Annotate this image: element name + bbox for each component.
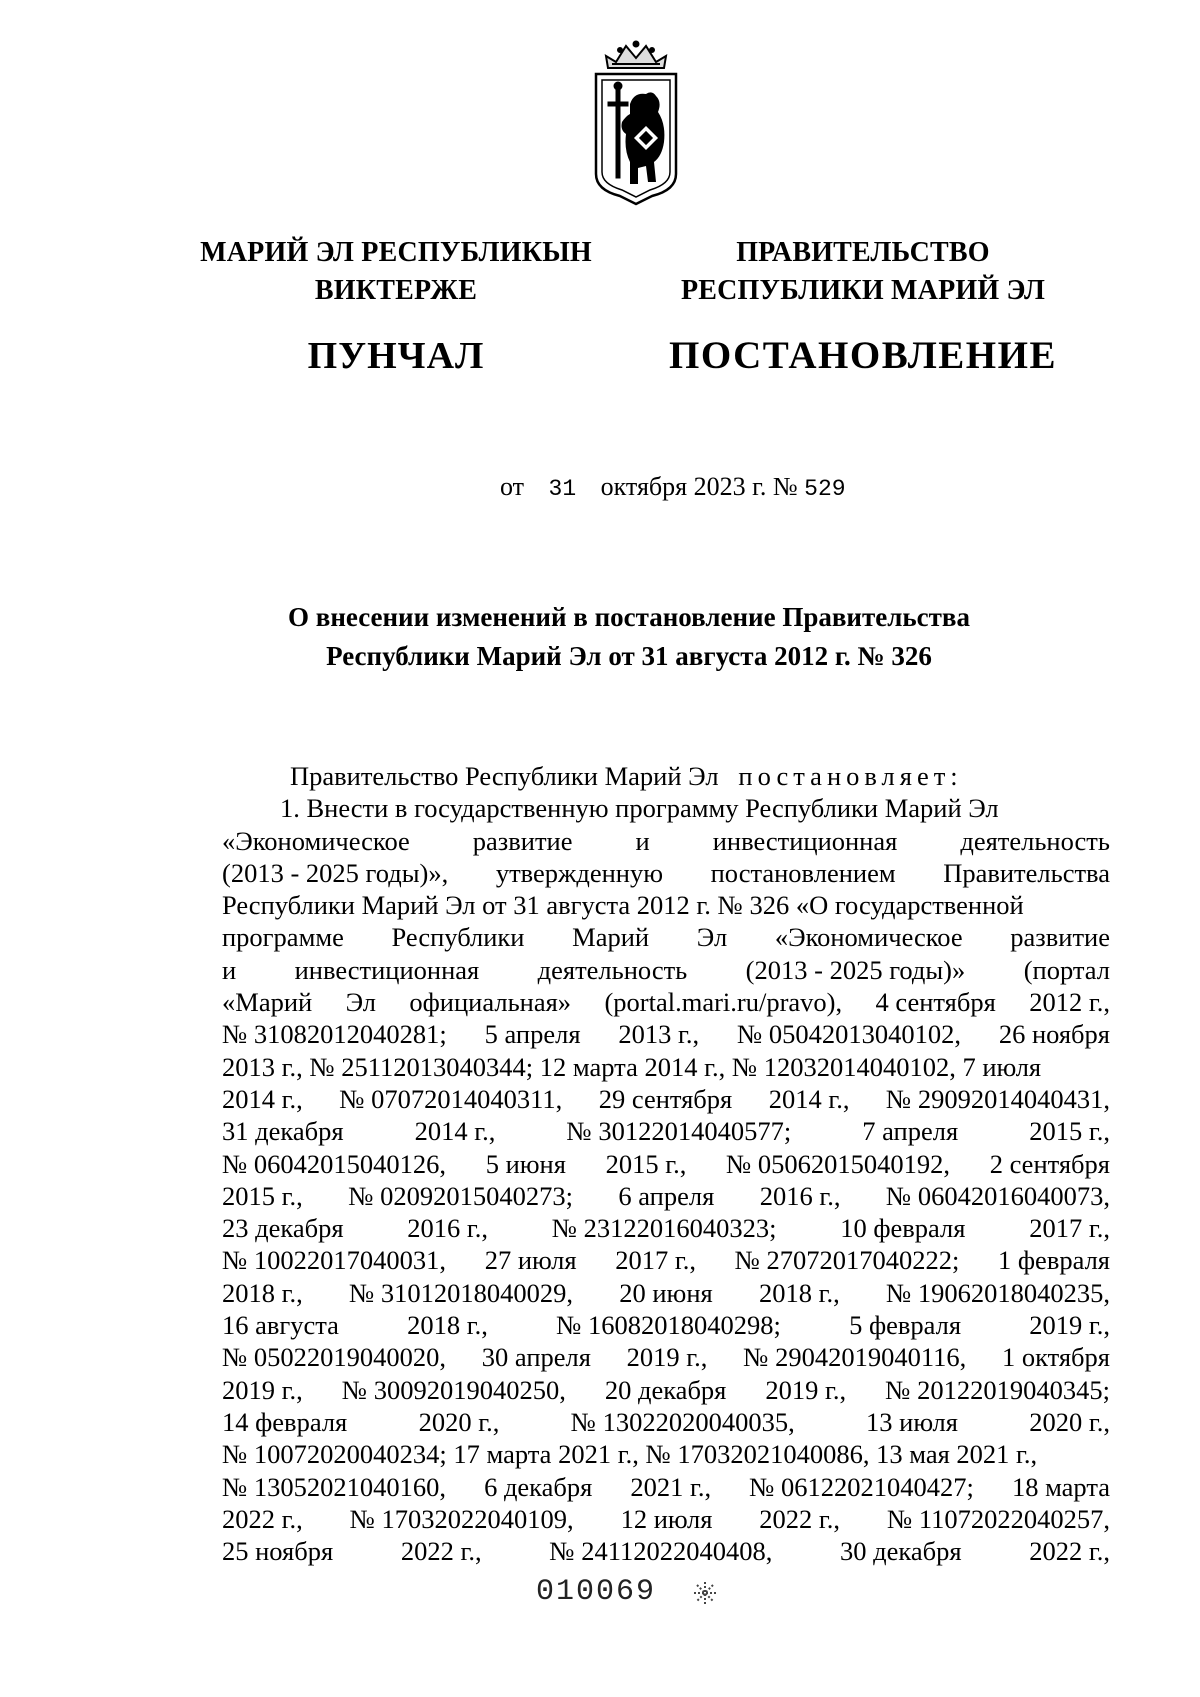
body-word: № 05042013040102, [736,1019,961,1050]
body-word: № 11072022040257, [886,1503,1110,1534]
body-word: 2 сентября [989,1148,1110,1179]
header-left-block [156,234,636,380]
body-line [222,1244,1110,1276]
body-word: 2022 г., [222,1503,303,1534]
body-word: 2014 г., [414,1116,496,1147]
body-word: № 10072020040234; 17 марта 2021 г., № 17032021040086, 13 мая 2021 г., [222,1439,1038,1470]
body-line [222,1115,1110,1147]
body-word: № 06042016040073, [885,1180,1110,1211]
body-word: 6 апреля [618,1180,715,1211]
body-word: 1. Внести в государственную программу Республики Марий Эл [280,793,999,824]
date-prefix: от [500,472,525,501]
body-word: 20 июня [619,1277,713,1308]
body-word: Эл [345,987,376,1018]
body-word: № 10022017040031, [222,1245,447,1276]
body-word: (2013 - 2025 годы)» [745,954,966,985]
body-word: (портал [1023,954,1110,985]
body-word: 2013 г., № 25112013040344; 12 марта 2014 г., № 12032014040102, 7 июля [222,1051,1042,1082]
body-word: № 13052021040160, [222,1471,447,1502]
body-word: № 29042019040116, [743,1342,967,1373]
body-word: утвержденную [495,857,663,888]
body-line [222,857,1110,889]
body-line [222,1051,1110,1083]
body-line [222,986,1110,1018]
body-word: 2018 г., [407,1310,488,1341]
body-word: 29 сентября [598,1083,733,1114]
document-number: 529 [804,476,846,502]
body-word: инвестиционная [712,825,898,856]
body-word: 2022 г., [759,1503,841,1534]
body-word: 2016 г., [407,1213,489,1244]
crown-icon [606,42,666,69]
body-word: 2018 г., [758,1277,840,1308]
body-line [222,1180,1110,1212]
body-word: № 23122016040323; [551,1213,777,1244]
footer-serial-number: 010069 [536,1575,657,1609]
body-word: 2021 г., [630,1471,712,1502]
body-word: 5 июня [485,1148,566,1179]
header-right-line-1: ПРАВИТЕЛЬСТВО [736,237,990,268]
body-word: 2013 г., [618,1019,700,1050]
body-line [222,1374,1110,1406]
body-word: 2019 г., [626,1342,708,1373]
body-line [222,921,1110,953]
body-word: развитие [1010,922,1110,953]
body-line [222,1083,1110,1115]
body-line [222,1535,1110,1567]
body-word: 13 июля [866,1406,958,1437]
body-word: 2017 г., [615,1245,696,1276]
document-subject [150,598,1108,676]
body-word: 20 декабря [604,1374,727,1405]
body-word: № 31012018040029, [348,1277,574,1308]
body-word: Эл [696,922,728,953]
body-word: деятельность [537,954,688,985]
body-word: (2013 - 2025 годы)», [222,857,449,888]
document-date-line [500,472,846,502]
body-word: 25 ноября [222,1536,334,1567]
coat-of-arms-emblem [590,38,682,210]
body-line [222,1438,1110,1470]
preamble-verb: постановляет: [738,761,963,791]
body-line [222,1018,1110,1050]
body-word: 2015 г., [222,1180,303,1211]
body-word: Республики [391,922,525,953]
body-line [222,825,1110,857]
body-word: 1 февраля [998,1245,1110,1276]
body-word: № 17032022040109, [349,1503,574,1534]
body-word: Республики Марий Эл от 31 августа 2012 г. № 326 «О государственной [222,890,1024,921]
body-word: Марий [572,922,650,953]
body-word: 5 февраля [849,1310,962,1341]
subject-line-1: О внесении изменений в постановление Правительства [288,602,970,632]
header-left-line-1: МАРИЙ ЭЛ РЕСПУБЛИКЫН [200,237,592,268]
body-word: 14 февраля [222,1406,348,1437]
preamble-line [222,760,1110,792]
body-word: 2018 г., [222,1277,303,1308]
body-word: № 30092019040250, [341,1374,566,1405]
body-word: деятельность [960,825,1110,856]
body-word: № 30122014040577; [566,1116,792,1147]
body-word: № 02092015040273; [348,1180,573,1211]
date-day: 31 [548,476,577,502]
body-line [222,1212,1110,1244]
body-word: 23 декабря [222,1213,344,1244]
body-word: № 06042015040126, [222,1148,447,1179]
body-word: № 27072017040222; [734,1245,960,1276]
header-right-block [637,234,1089,380]
preamble-start: Правительство Республики Марий Эл [290,761,719,791]
body-word: № 20122019040345; [885,1374,1110,1405]
body-word: № 24112022040408, [549,1536,773,1567]
body-word: 2020 г., [418,1406,500,1437]
body-word: 1 октября [1001,1342,1110,1373]
body-word: 12 июля [620,1503,713,1534]
body-word: 2015 г., [605,1148,687,1179]
body-word: № 19062018040235, [885,1277,1110,1308]
body-word: 2014 г., [222,1083,303,1114]
body-word: 31 декабря [222,1116,344,1147]
body-word: развитие [472,825,573,856]
body-word: программе [222,922,344,953]
body-word: 5 апреля [484,1019,581,1050]
document-body [222,760,1110,1567]
body-word: 2014 г., [768,1083,850,1114]
body-word: официальная» [409,987,572,1018]
body-word: 4 сентября [875,987,996,1018]
body-word: 27 июля [484,1245,577,1276]
body-word: «Марий [222,987,313,1018]
body-line [222,1471,1110,1503]
body-word: «Экономическое [222,825,410,856]
body-word: 30 декабря [840,1536,962,1567]
body-line [222,792,1110,824]
body-word: 26 ноября [998,1019,1110,1050]
body-line [222,1406,1110,1438]
body-word: 2020 г., [1029,1406,1110,1437]
header-right-line-2: РЕСПУБЛИКИ МАРИЙ ЭЛ [680,275,1046,306]
body-word: (portal.mari.ru/pravo), [604,987,843,1018]
body-word: постановлением [710,857,896,888]
body-line [222,1309,1110,1341]
body-word: 6 декабря [484,1471,593,1502]
header-right-title: ПОСТАНОВЛЕНИЕ [668,334,1057,377]
body-word: 10 февраля [840,1213,966,1244]
body-word: инвестиционная [294,954,480,985]
body-word: 2019 г., [222,1374,303,1405]
body-line [222,889,1110,921]
subject-line-2: Республики Марий Эл от 31 августа 2012 г. № 326 [326,641,932,671]
date-month-year: октября 2023 г. № [600,472,798,501]
body-line [222,954,1110,986]
body-word: № 05022019040020, [222,1342,447,1373]
body-word: 2022 г., [400,1536,482,1567]
body-word: 2019 г., [1029,1310,1110,1341]
body-word: № 07072014040311, [339,1083,563,1114]
body-word: № 06122021040427; [749,1471,974,1502]
body-line [222,1277,1110,1309]
body-word: и [222,954,237,985]
body-word: 2022 г., [1029,1536,1110,1567]
body-word: № 13022020040035, [570,1406,795,1437]
body-word: 2016 г., [759,1180,841,1211]
body-word: 2017 г., [1029,1213,1110,1244]
header-left-line-2: ВИКТЕРЖЕ [314,275,478,306]
body-word: № 29092014040431, [885,1083,1110,1114]
body-word: 18 марта [1011,1471,1110,1502]
asterisk-stamp-icon [692,1580,718,1606]
body-word: 16 августа [222,1310,339,1341]
body-word: № 05062015040192, [726,1148,951,1179]
body-line [222,1503,1110,1535]
header-left-title: ПУНЧАЛ [307,335,485,377]
body-word: 2019 г., [765,1374,847,1405]
body-word: «Экономическое [774,922,963,953]
body-word: Правительства [943,857,1110,888]
body-line [222,1341,1110,1373]
body-word: 30 апреля [481,1342,591,1373]
body-word: № 31082012040281; [222,1019,447,1050]
body-word: 2012 г., [1029,987,1110,1018]
body-word: и [635,825,650,856]
body-word: № 16082018040298; [556,1310,781,1341]
body-line [222,1148,1110,1180]
body-word: 7 апреля [862,1116,959,1147]
body-word: 2015 г., [1029,1116,1110,1147]
